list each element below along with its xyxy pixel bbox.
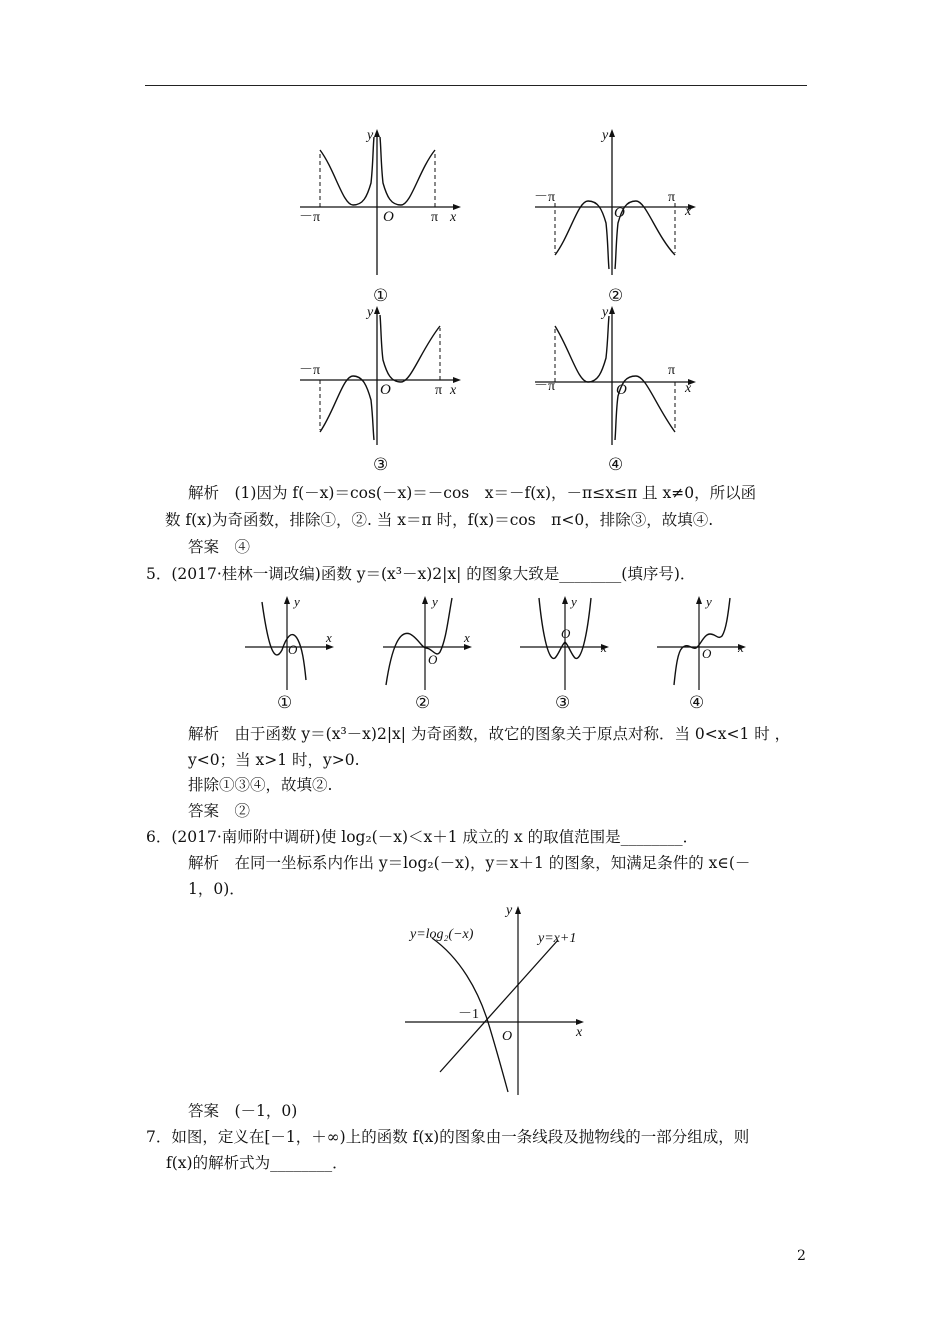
- question-6: 6．(2017·南师附中调研)使 log₂(－x)＜x＋1 成立的 x 的取值范围是________．: [146, 828, 699, 846]
- y-label: y: [294, 594, 300, 609]
- y-label: y: [367, 305, 374, 320]
- y-label: y: [602, 128, 609, 143]
- log-curve-label: y=log₂(−x): [410, 927, 474, 942]
- x-label: x: [450, 383, 457, 398]
- y-label: y: [506, 903, 513, 918]
- circled-label: ④: [689, 693, 705, 712]
- origin-label: O: [288, 642, 298, 657]
- origin-label: O: [502, 1029, 513, 1044]
- q5-graph-3: [515, 590, 615, 720]
- origin-label: O: [614, 205, 625, 221]
- analysis-4-line-2: 数 f(x)为奇函数，排除①，②. 当 x＝π 时，f(x)＝cos π<0，排除③，故填④.: [165, 511, 714, 529]
- x-label: x: [738, 640, 744, 655]
- neg-pi-label: －π: [299, 210, 321, 225]
- neg-one-label: －1: [458, 1007, 479, 1022]
- analysis-5-line-2: y<0；当 x>1 时，y>0.: [188, 751, 360, 769]
- neg-pi-label: －π: [299, 363, 321, 378]
- question-5: 5．(2017·桂林一调改编)函数 y＝(x³－x)2|x| 的图象大致是________(填序号)．: [146, 565, 696, 583]
- origin-label: O: [383, 209, 394, 225]
- x-label: x: [685, 381, 692, 396]
- x-label: x: [450, 210, 457, 225]
- log-line-figure: [400, 900, 600, 1100]
- q5-graph-2: [378, 590, 478, 720]
- analysis-4-line-1: 解析 (1)因为 f(－x)＝cos(－x)＝－cos x＝－f(x)，－π≤x≤π 且 x≠0，所以函: [188, 484, 757, 502]
- origin-label: O: [428, 652, 438, 667]
- neg-pi-label: －π: [534, 379, 556, 394]
- header-rule: [145, 85, 807, 86]
- x-label: x: [685, 204, 692, 219]
- circled-label: ②: [415, 693, 431, 712]
- origin-label: O: [702, 646, 712, 661]
- graph-3: [295, 300, 475, 480]
- neg-pi-label: －π: [534, 190, 556, 205]
- circled-label: ③: [373, 455, 389, 474]
- x-label: x: [326, 630, 332, 645]
- x-label: x: [601, 640, 607, 655]
- q5-graph-1: [240, 590, 340, 720]
- answer-5: 答案 ②: [188, 802, 251, 820]
- y-label: y: [367, 128, 374, 143]
- circled-label: ④: [608, 455, 624, 474]
- line-label: y=x+1: [538, 931, 577, 946]
- x-label: x: [464, 630, 470, 645]
- pi-label: π: [435, 383, 443, 398]
- x-label: x: [576, 1025, 583, 1040]
- origin-label: O: [616, 382, 627, 398]
- y-label: y: [432, 594, 438, 609]
- pi-label: π: [668, 190, 676, 205]
- graph-2: [530, 125, 710, 305]
- pi-label: π: [668, 363, 676, 378]
- answer-6: 答案 (－1，0): [188, 1102, 298, 1120]
- q5-graph-4: [652, 590, 752, 720]
- answer-4: 答案 ④: [188, 538, 251, 556]
- circled-label: ①: [373, 286, 389, 305]
- analysis-5-line-3: 排除①③④，故填②.: [188, 776, 333, 794]
- circled-label: ①: [277, 693, 293, 712]
- analysis-5-line-1: 解析 由于函数 y＝(x³－x)2|x| 为奇函数，故它的图象关于原点对称．当 0<x<1 时 ，: [188, 725, 791, 743]
- page-number: 2: [797, 1248, 806, 1264]
- question-7-line-2: f(x)的解析式为________．: [166, 1154, 348, 1172]
- y-label: y: [602, 305, 609, 320]
- graph-4: [530, 300, 710, 480]
- graph-1: [295, 125, 475, 305]
- origin-label: O: [380, 382, 391, 398]
- y-label: y: [571, 594, 577, 609]
- analysis-6-line-1: 解析 在同一坐标系内作出 y＝log₂(－x)，y＝x＋1 的图象，知满足条件的 x∈(－: [188, 854, 751, 872]
- circled-label: ②: [608, 286, 624, 305]
- pi-label: π: [431, 210, 439, 225]
- analysis-6-line-2: 1，0)．: [188, 880, 245, 898]
- origin-label: O: [561, 626, 571, 641]
- circled-label: ③: [555, 693, 571, 712]
- y-label: y: [706, 594, 712, 609]
- question-7-line-1: 7．如图，定义在[－1，＋∞)上的函数 f(x)的图象由一条线段及抛物线的一部分组成，则: [146, 1128, 750, 1146]
